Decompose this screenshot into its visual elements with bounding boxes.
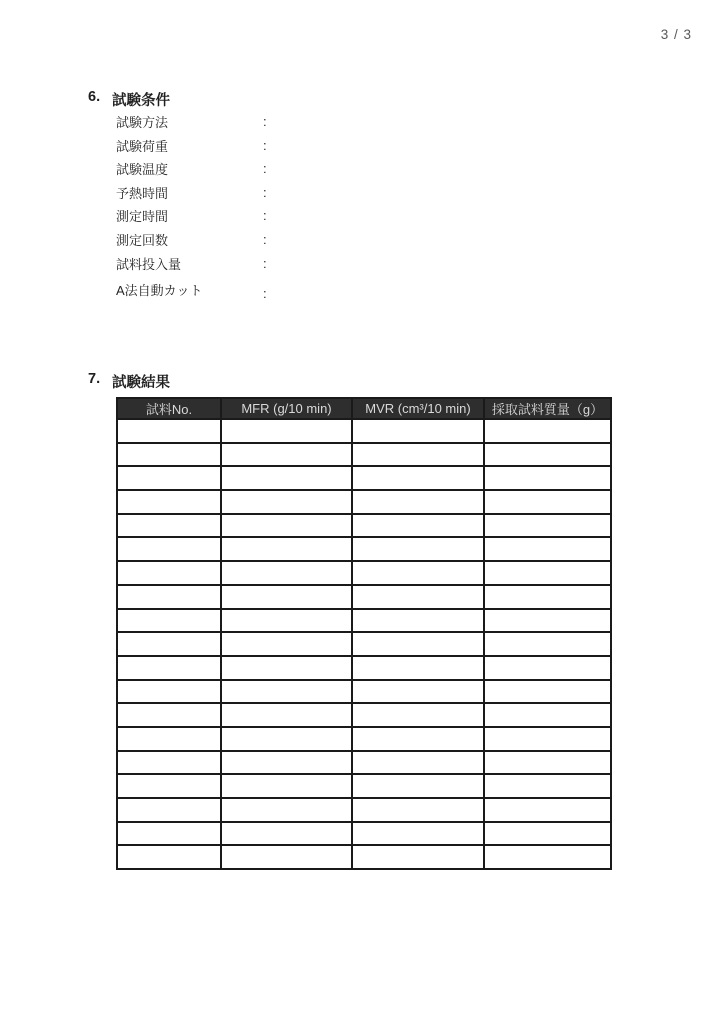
- condition-label: A法自動カット: [116, 283, 203, 299]
- table-cell: [484, 680, 611, 704]
- section-heading-conditions: [88, 89, 170, 110]
- condition-colon: :: [263, 208, 267, 224]
- table-cell: [352, 798, 484, 822]
- table-cell: [352, 656, 484, 680]
- table-cell: [221, 561, 352, 585]
- table-cell: [221, 798, 352, 822]
- table-cell: [117, 537, 221, 561]
- table-cell: [117, 466, 221, 490]
- condition-label: 予熱時間: [116, 185, 169, 201]
- condition-label: 試料投入量: [116, 256, 182, 272]
- table-cell: [352, 609, 484, 633]
- table-header-row: [117, 398, 611, 419]
- condition-row: [116, 183, 416, 207]
- condition-label: 試験方法: [116, 115, 169, 130]
- condition-colon: :: [263, 137, 267, 153]
- table-row: [117, 845, 611, 869]
- table-cell: [352, 774, 484, 798]
- table-cell: [117, 514, 221, 538]
- condition-label: 測定時間: [116, 209, 169, 225]
- section-heading-results: [88, 371, 170, 392]
- table-cell: [221, 514, 352, 538]
- condition-row: [116, 206, 416, 230]
- table-row: [117, 751, 611, 775]
- page-number: 3 / 3: [660, 27, 692, 42]
- table-cell: [352, 632, 484, 656]
- table-cell: [221, 727, 352, 751]
- results-table-head: [117, 398, 611, 419]
- section-title: 試験条件: [112, 93, 170, 109]
- table-cell: [117, 443, 221, 467]
- conditions-list: [116, 112, 416, 304]
- table-cell: [221, 537, 352, 561]
- table-cell: [221, 845, 352, 869]
- column-header-sample-no: 試料No.: [117, 398, 221, 419]
- table-cell: [221, 774, 352, 798]
- table-row: [117, 632, 611, 656]
- table-cell: [117, 798, 221, 822]
- table-cell: [117, 490, 221, 514]
- section-title: 試験結果: [112, 375, 170, 391]
- table-cell: [117, 822, 221, 846]
- table-cell: [221, 490, 352, 514]
- table-cell: [117, 680, 221, 704]
- table-cell: [221, 609, 352, 633]
- table-row: [117, 585, 611, 609]
- table-cell: [352, 822, 484, 846]
- column-header-mfr: MFR (g/10 min): [221, 398, 352, 419]
- table-cell: [352, 751, 484, 775]
- column-header-mvr: MVR (cm³/10 min): [352, 398, 484, 419]
- table-cell: [484, 490, 611, 514]
- condition-label: 試験荷重: [116, 138, 169, 154]
- table-cell: [117, 845, 221, 869]
- table-cell: [352, 680, 484, 704]
- table-row: [117, 466, 611, 490]
- table-cell: [117, 656, 221, 680]
- section-number: 7.: [88, 371, 101, 387]
- condition-colon: :: [263, 114, 267, 129]
- table-cell: [117, 774, 221, 798]
- table-cell: [221, 466, 352, 490]
- condition-row: [116, 136, 416, 160]
- table-row: [117, 443, 611, 467]
- table-cell: [484, 609, 611, 633]
- table-cell: [352, 845, 484, 869]
- condition-row: [116, 254, 416, 278]
- results-table: [116, 397, 612, 870]
- table-cell: [352, 561, 484, 585]
- condition-row: [116, 280, 416, 304]
- table-cell: [117, 632, 221, 656]
- table-cell: [484, 419, 611, 443]
- table-cell: [484, 537, 611, 561]
- table-cell: [117, 419, 221, 443]
- table-cell: [352, 727, 484, 751]
- table-cell: [352, 585, 484, 609]
- column-header-sample-mass: 採取試料質量（g）: [484, 398, 611, 419]
- table-cell: [484, 561, 611, 585]
- condition-colon: :: [263, 255, 267, 271]
- table-cell: [352, 490, 484, 514]
- table-row: [117, 727, 611, 751]
- table-row: [117, 703, 611, 727]
- table-cell: [484, 585, 611, 609]
- table-cell: [484, 514, 611, 538]
- table-row: [117, 609, 611, 633]
- table-cell: [484, 727, 611, 751]
- table-cell: [484, 466, 611, 490]
- table-cell: [484, 822, 611, 846]
- table-cell: [484, 443, 611, 467]
- condition-colon: :: [263, 286, 267, 302]
- condition-row: [116, 112, 416, 136]
- table-row: [117, 798, 611, 822]
- table-cell: [221, 703, 352, 727]
- table-row: [117, 537, 611, 561]
- table-cell: [352, 419, 484, 443]
- table-cell: [117, 609, 221, 633]
- table-cell: [221, 443, 352, 467]
- section-number: 6.: [88, 89, 101, 105]
- table-cell: [484, 703, 611, 727]
- table-cell: [484, 845, 611, 869]
- table-cell: [221, 419, 352, 443]
- table-row: [117, 561, 611, 585]
- table-cell: [221, 632, 352, 656]
- table-cell: [117, 751, 221, 775]
- condition-row: [116, 159, 416, 183]
- table-cell: [352, 703, 484, 727]
- condition-colon: :: [263, 231, 267, 247]
- table-row: [117, 822, 611, 846]
- table-cell: [484, 656, 611, 680]
- condition-label: 試験温度: [116, 162, 169, 178]
- table-cell: [117, 561, 221, 585]
- table-row: [117, 656, 611, 680]
- results-table-body: [117, 419, 611, 869]
- table-cell: [117, 585, 221, 609]
- condition-colon: :: [263, 184, 267, 200]
- table-row: [117, 514, 611, 538]
- table-cell: [117, 727, 221, 751]
- table-cell: [221, 751, 352, 775]
- condition-label: 測定回数: [116, 232, 169, 248]
- table-row: [117, 490, 611, 514]
- table-cell: [221, 656, 352, 680]
- condition-colon: :: [263, 161, 267, 177]
- table-cell: [352, 466, 484, 490]
- table-cell: [484, 751, 611, 775]
- table-cell: [221, 822, 352, 846]
- table-cell: [221, 680, 352, 704]
- table-cell: [484, 632, 611, 656]
- table-cell: [117, 703, 221, 727]
- condition-row: [116, 230, 416, 254]
- table-row: [117, 680, 611, 704]
- table-cell: [484, 774, 611, 798]
- table-cell: [352, 537, 484, 561]
- table-cell: [352, 443, 484, 467]
- table-row: [117, 419, 611, 443]
- table-cell: [484, 798, 611, 822]
- table-row: [117, 774, 611, 798]
- table-cell: [352, 514, 484, 538]
- table-cell: [221, 585, 352, 609]
